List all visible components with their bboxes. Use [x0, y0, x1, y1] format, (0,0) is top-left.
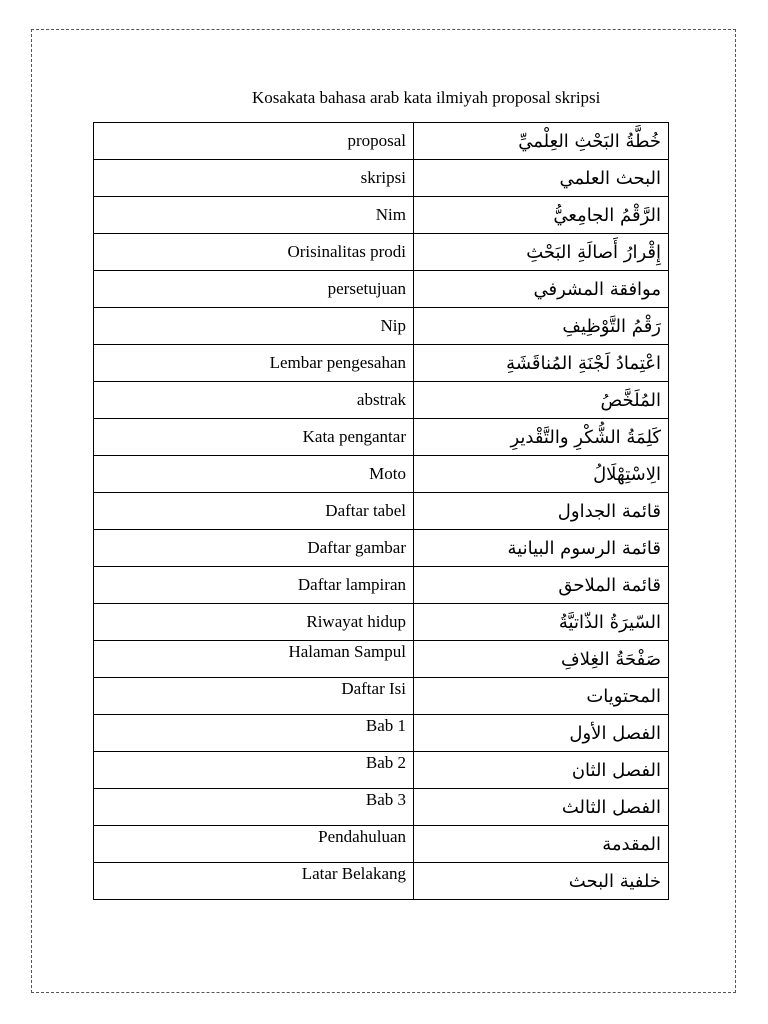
arabic-term: المقدمة — [414, 826, 669, 863]
table-row — [94, 715, 669, 752]
vocabulary-table — [93, 122, 669, 900]
indonesian-term: Bab 1 — [94, 715, 414, 752]
indonesian-term: Nip — [94, 308, 414, 345]
table-row — [94, 234, 669, 271]
indonesian-term: Daftar gambar — [94, 530, 414, 567]
arabic-term: رَقْمُ التَّوْظِيفِ — [414, 308, 669, 345]
arabic-term: إِقْرارُ أَصالَةِ البَحْثِ — [414, 234, 669, 271]
indonesian-term: Latar Belakang — [94, 863, 414, 900]
indonesian-term: Moto — [94, 456, 414, 493]
arabic-term: خلفية البحث — [414, 863, 669, 900]
indonesian-term: proposal — [94, 123, 414, 160]
arabic-term: قائمة الجداول — [414, 493, 669, 530]
indonesian-term: skripsi — [94, 160, 414, 197]
indonesian-term: Daftar Isi — [94, 678, 414, 715]
table-row — [94, 641, 669, 678]
indonesian-term: Bab 2 — [94, 752, 414, 789]
table-row — [94, 567, 669, 604]
arabic-term: قائمة الرسوم البيانية — [414, 530, 669, 567]
indonesian-term: Pendahuluan — [94, 826, 414, 863]
arabic-term: اعْتِمادُ لَجْنَةِ المُناقَشَةِ — [414, 345, 669, 382]
arabic-term: الفصل الثالث — [414, 789, 669, 826]
table-row — [94, 345, 669, 382]
arabic-term: الرَّقْمُ الجامِعيُّ — [414, 197, 669, 234]
table-row — [94, 123, 669, 160]
table-row — [94, 863, 669, 900]
arabic-term: الفصل الأول — [414, 715, 669, 752]
arabic-term: موافقة المشرفي — [414, 271, 669, 308]
arabic-term: الفصل الثان — [414, 752, 669, 789]
indonesian-term: Daftar lampiran — [94, 567, 414, 604]
table-row — [94, 604, 669, 641]
arabic-term: قائمة الملاحق — [414, 567, 669, 604]
table-row — [94, 752, 669, 789]
indonesian-term: Halaman Sampul — [94, 641, 414, 678]
arabic-term: خُطَّةُ البَحْثِ العِلْميِّ — [414, 123, 669, 160]
table-row — [94, 493, 669, 530]
table-row — [94, 678, 669, 715]
table-row — [94, 382, 669, 419]
table-row — [94, 789, 669, 826]
indonesian-term: Orisinalitas prodi — [94, 234, 414, 271]
table-row — [94, 419, 669, 456]
table-row — [94, 456, 669, 493]
indonesian-term: Daftar tabel — [94, 493, 414, 530]
table-row — [94, 826, 669, 863]
indonesian-term: Nim — [94, 197, 414, 234]
arabic-term: المُلَخَّصُ — [414, 382, 669, 419]
table-row — [94, 160, 669, 197]
document-title: Kosakata bahasa arab kata ilmiyah proposal skripsi — [252, 88, 601, 107]
table-row — [94, 308, 669, 345]
table-row — [94, 271, 669, 308]
arabic-term: الِاسْتِهْلَالُ — [414, 456, 669, 493]
table-row — [94, 530, 669, 567]
arabic-term: صَفْحَةُ الغِلافِ — [414, 641, 669, 678]
indonesian-term: Lembar pengesahan — [94, 345, 414, 382]
indonesian-term: abstrak — [94, 382, 414, 419]
indonesian-term: Bab 3 — [94, 789, 414, 826]
arabic-term: المحتويات — [414, 678, 669, 715]
arabic-term: كَلِمَةُ الشُّكْرِ والتَّقْديرِ — [414, 419, 669, 456]
indonesian-term: Riwayat hidup — [94, 604, 414, 641]
table-row — [94, 197, 669, 234]
arabic-term: البحث العلمي — [414, 160, 669, 197]
indonesian-term: Kata pengantar — [94, 419, 414, 456]
arabic-term: السّيرَةُ الذّاتيَّةُ — [414, 604, 669, 641]
indonesian-term: persetujuan — [94, 271, 414, 308]
